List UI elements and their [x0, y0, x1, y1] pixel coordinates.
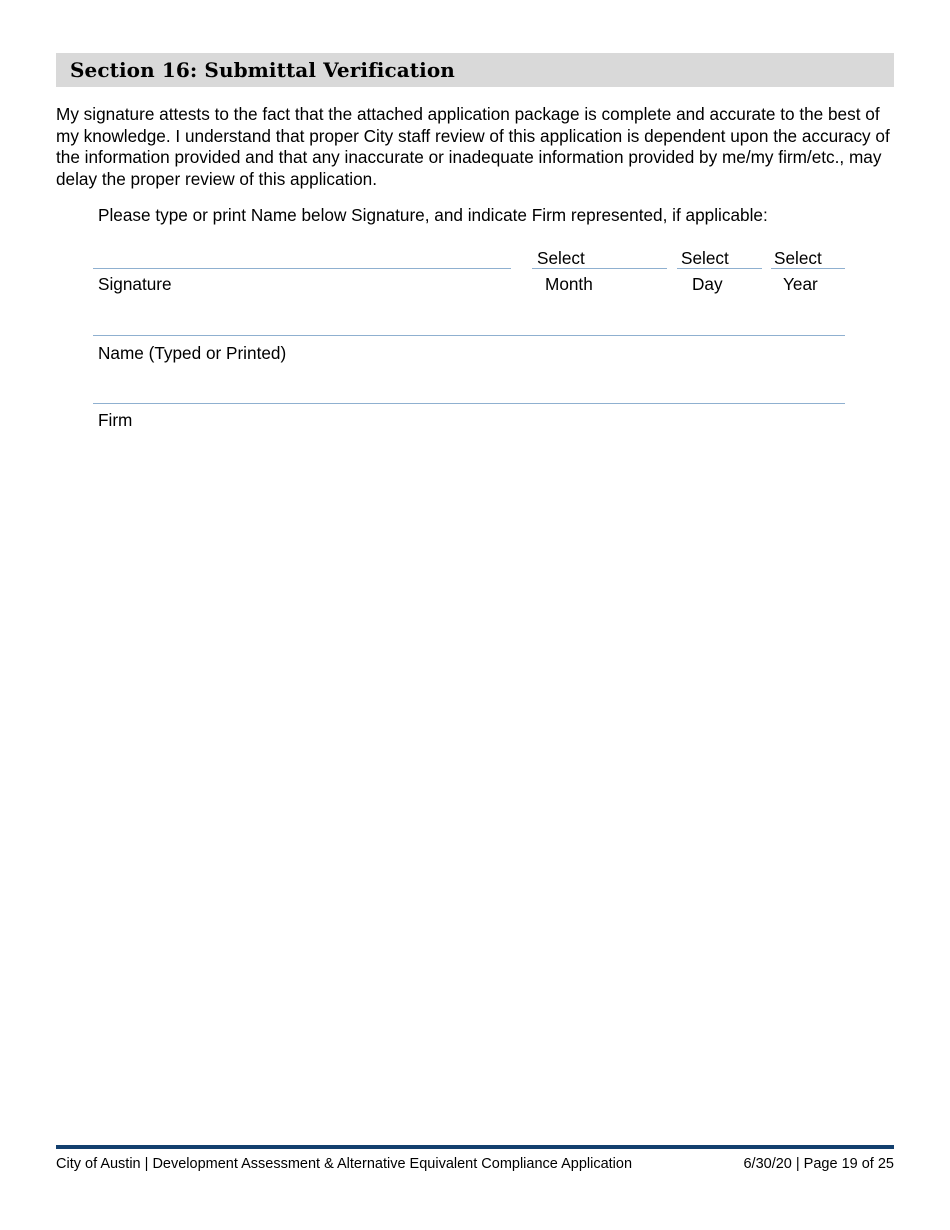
- month-select-underline: [532, 268, 667, 269]
- month-select[interactable]: Select: [537, 248, 585, 268]
- firm-label: Firm: [98, 410, 133, 430]
- firm-field[interactable]: [93, 403, 845, 404]
- footer-document-title: City of Austin | Development Assessment & Alternative Equivalent Compliance Application: [56, 1156, 633, 1172]
- day-select-underline: [677, 268, 762, 269]
- year-select-underline: [771, 268, 845, 269]
- section-title: Section 16: Submittal Verification: [70, 58, 455, 82]
- instruction-text: Please type or print Name below Signature, and indicate Firm represented, if applicable:: [98, 205, 768, 225]
- intro-paragraph: My signature attests to the fact that the attached application package is complete and accurate to the best of my knowledge. I understand that proper City staff review of this application is dependent upon the accuracy of the information provided and that any inaccurate or inadequate information provided by me/my firm/etc., may delay the proper review of this application.: [56, 104, 890, 189]
- day-label: Day: [692, 274, 723, 294]
- month-label: Month: [545, 274, 593, 294]
- section-header: [56, 53, 894, 87]
- year-select[interactable]: Select: [774, 248, 822, 268]
- signature-label: Signature: [98, 274, 172, 294]
- signature-field[interactable]: [93, 268, 511, 269]
- year-label: Year: [783, 274, 818, 294]
- day-select[interactable]: Select: [681, 248, 729, 268]
- name-field[interactable]: [93, 335, 845, 336]
- footer-rule: [56, 1145, 894, 1149]
- footer-page-info: 6/30/20 | Page 19 of 25: [743, 1156, 894, 1172]
- name-label: Name (Typed or Printed): [98, 343, 287, 363]
